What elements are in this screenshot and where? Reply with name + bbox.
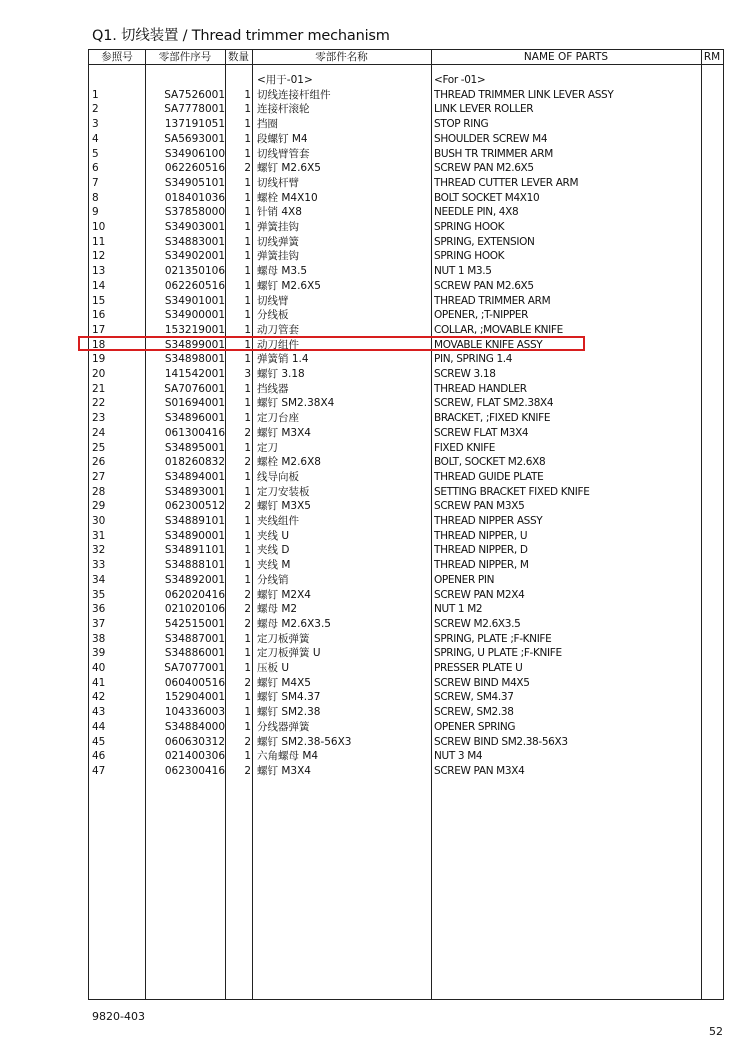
row-quantity: 1: [244, 573, 251, 586]
row-chinese-name: 螺钉 M2.6X5: [257, 162, 321, 175]
row-english-name: PIN, SPRING 1.4: [434, 353, 513, 366]
row-part-number: SA7076001: [164, 382, 225, 395]
row-chinese-name: <用于-01>: [257, 74, 313, 86]
row-chinese-name: 切线臂管套: [257, 147, 310, 160]
table-row: [89, 279, 723, 294]
row-chinese-name: 连接杆滚轮: [257, 103, 310, 116]
row-chinese-name: 螺钉 M3X4: [257, 426, 311, 439]
table-row: [89, 690, 723, 705]
row-english-name: NEEDLE PIN, 4X8: [434, 206, 519, 219]
row-ref-number: 26: [92, 456, 106, 469]
row-ref-number: 28: [92, 485, 106, 498]
table-header: [89, 50, 723, 65]
row-ref-number: 20: [92, 368, 106, 380]
row-quantity: 1: [244, 529, 251, 542]
row-chinese-name: 螺母 M2.6X3.5: [257, 617, 331, 630]
row-chinese-name: 螺母 M2: [257, 603, 298, 616]
row-quantity: 1: [244, 397, 251, 410]
row-part-number: S34889101: [164, 515, 225, 527]
row-quantity: 1: [244, 132, 251, 145]
document-code: 9820-403: [92, 1010, 145, 1023]
table-row: [89, 102, 723, 117]
table-row: [89, 735, 723, 750]
table-row: [89, 749, 723, 764]
row-english-name: THREAD TRIMMER ARM: [434, 294, 551, 307]
row-quantity: 1: [244, 515, 251, 527]
row-quantity: 1: [244, 691, 251, 704]
row-ref-number: 9: [92, 206, 99, 219]
row-english-name: SPRING, PLATE ;F-KNIFE: [434, 632, 552, 645]
row-quantity: 2: [244, 676, 251, 689]
row-ref-number: 45: [92, 735, 106, 748]
row-chinese-name: 夹线 D: [257, 544, 290, 557]
row-ref-number: 33: [92, 559, 106, 572]
row-quantity: 1: [244, 235, 251, 248]
row-quantity: 1: [244, 544, 251, 557]
table-row: [89, 382, 723, 397]
row-quantity: 1: [244, 309, 251, 322]
row-chinese-name: 弹簧挂钩: [257, 250, 299, 263]
row-quantity: 2: [244, 603, 251, 616]
row-quantity: 2: [244, 764, 251, 777]
row-ref-number: 30: [92, 515, 106, 527]
row-part-number: 060630312: [164, 735, 225, 748]
row-english-name: SCREW, FLAT SM2.38X4: [434, 397, 554, 410]
row-quantity: 1: [244, 412, 251, 425]
row-english-name: OPENER SPRING: [434, 720, 516, 733]
header-part-number: 零部件序号: [158, 51, 212, 63]
row-part-number: S34905101: [164, 176, 225, 189]
row-english-name: NUT 1 M2: [434, 603, 483, 616]
row-chinese-name: 线导向板: [257, 470, 299, 483]
row-quantity: 1: [244, 382, 251, 395]
row-ref-number: 12: [92, 250, 106, 263]
table-row: [89, 455, 723, 470]
row-ref-number: 27: [92, 470, 106, 483]
row-chinese-name: 螺钉 M2.6X5: [257, 279, 321, 292]
row-chinese-name: 切线杆臂: [257, 176, 299, 189]
table-row: [89, 573, 723, 588]
row-part-number: 104336003: [164, 706, 225, 719]
row-english-name: THREAD GUIDE PLATE: [434, 470, 544, 483]
row-ref-number: 42: [92, 691, 106, 704]
row-chinese-name: 挡圈: [257, 118, 278, 131]
row-part-number: S34902001: [164, 250, 225, 263]
header-chinese-name: 零部件名称: [315, 51, 368, 63]
row-english-name: LINK LEVER ROLLER: [434, 103, 534, 116]
row-english-name: BOLT SOCKET M4X10: [434, 191, 540, 204]
row-part-number: S34890001: [164, 529, 225, 542]
row-english-name: SCREW FLAT M3X4: [434, 426, 529, 439]
row-ref-number: 15: [92, 294, 106, 307]
table-row: [89, 176, 723, 191]
row-chinese-name: 段螺钉 M4: [257, 132, 308, 145]
row-part-number: S34896001: [164, 412, 225, 425]
row-english-name: OPENER PIN: [434, 573, 495, 586]
table-row: [89, 588, 723, 603]
page-number: 52: [709, 1025, 723, 1038]
page-title: Q1. 切线装置 / Thread trimmer mechanism: [92, 28, 390, 44]
row-chinese-name: 螺母 M3.5: [257, 265, 308, 278]
row-chinese-name: 螺钉 M2X4: [257, 588, 311, 601]
row-part-number: 152904001: [164, 691, 225, 704]
row-part-number: S37858000: [164, 206, 225, 219]
row-part-number: 137191051: [164, 118, 225, 131]
row-ref-number: 5: [92, 147, 99, 160]
row-ref-number: 29: [92, 500, 106, 513]
row-english-name: THREAD NIPPER, M: [434, 559, 529, 572]
row-part-number: S34887001: [164, 632, 225, 645]
parts-table: [88, 49, 724, 1000]
row-chinese-name: 螺钉 M3X5: [257, 500, 311, 513]
row-ref-number: 17: [92, 323, 106, 336]
row-part-number: [149, 73, 225, 88]
row-part-number: S34901001: [164, 294, 225, 307]
row-ref-number: 1: [92, 88, 99, 101]
row-part-number: S34900001: [164, 309, 225, 322]
row-english-name: COLLAR, ;MOVABLE KNIFE: [434, 323, 563, 336]
row-chinese-name: 六角螺母 M4: [257, 750, 319, 763]
row-english-name: SCREW PAN M3X4: [434, 764, 525, 777]
row-quantity: 1: [244, 118, 251, 131]
table-row: [89, 705, 723, 720]
row-english-name: SCREW BIND SM2.38-56X3: [434, 735, 568, 748]
row-part-number: 021350106: [164, 265, 225, 278]
row-english-name: PRESSER PLATE U: [434, 662, 523, 674]
row-chinese-name: 针销 4X8: [257, 206, 302, 219]
row-quantity: 2: [244, 500, 251, 513]
row-chinese-name: 定刀板弹簧 U: [257, 647, 321, 660]
row-ref-number: 43: [92, 706, 106, 719]
row-part-number: S34898001: [164, 353, 225, 366]
row-part-number: S34886001: [164, 647, 225, 660]
row-part-number: 062300512: [164, 500, 225, 513]
row-part-number: S34893001: [164, 485, 225, 498]
row-quantity: 1: [244, 647, 251, 660]
row-quantity: 1: [244, 441, 251, 454]
row-english-name: THREAD TRIMMER LINK LEVER ASSY: [434, 88, 614, 101]
row-ref-number: 8: [92, 191, 99, 204]
row-chinese-name: 分线销: [257, 573, 289, 586]
row-ref-number: 11: [92, 235, 106, 248]
row-english-name: OPENER, ;T-NIPPER: [434, 309, 529, 322]
table-row: [89, 720, 723, 735]
row-part-number: S34891101: [164, 544, 225, 557]
row-quantity: 1: [244, 470, 251, 483]
table-row: [89, 73, 723, 88]
table-row: [89, 441, 723, 456]
row-english-name: SCREW PAN M3X5: [434, 500, 525, 513]
row-quantity: 1: [244, 632, 251, 645]
row-part-number: 061300416: [164, 426, 225, 439]
row-quantity: 1: [244, 706, 251, 719]
table-row: [89, 205, 723, 220]
row-chinese-name: 弹簧销 1.4: [257, 353, 309, 366]
row-chinese-name: 螺钉 SM2.38: [257, 706, 321, 719]
row-english-name: THREAD NIPPER, U: [434, 529, 528, 542]
row-chinese-name: 分线板: [257, 309, 289, 322]
table-row: [89, 632, 723, 647]
table-row: [89, 426, 723, 441]
row-quantity: 1: [244, 720, 251, 733]
row-english-name: NUT 1 M3.5: [434, 265, 492, 278]
row-chinese-name: 定刀台座: [257, 412, 299, 425]
row-ref-number: 39: [92, 647, 106, 660]
row-part-number: SA7778001: [164, 103, 225, 116]
row-part-number: S34903001: [164, 221, 225, 233]
row-part-number: 021020106: [164, 603, 225, 616]
table-row: [89, 132, 723, 147]
row-english-name: SETTING BRACKET FIXED KNIFE: [434, 485, 590, 498]
table-row: [89, 411, 723, 426]
row-part-number: 018401036: [164, 191, 225, 204]
row-part-number: 141542001: [164, 368, 225, 380]
row-quantity: 1: [244, 221, 251, 233]
row-quantity: 1: [244, 750, 251, 763]
row-part-number: 062300416: [164, 764, 225, 777]
row-ref-number: 3: [92, 118, 99, 131]
row-english-name: THREAD CUTTER LEVER ARM: [434, 176, 579, 189]
row-part-number: 060400516: [164, 676, 225, 689]
row-ref-number: 6: [92, 162, 99, 175]
row-ref-number: 35: [92, 588, 106, 601]
row-quantity: 1: [244, 206, 251, 219]
row-part-number: 018260832: [164, 456, 225, 469]
row-ref-number: 10: [92, 221, 106, 233]
row-ref-number: 34: [92, 573, 106, 586]
row-ref-number: 4: [92, 132, 99, 145]
row-quantity: 2: [244, 588, 251, 601]
row-english-name: SCREW BIND M4X5: [434, 676, 530, 689]
row-part-number: SA5693001: [164, 132, 225, 145]
row-ref-number: 13: [92, 265, 106, 278]
row-english-name: BUSH TR TRIMMER ARM: [434, 147, 553, 160]
table-row: [89, 514, 723, 529]
table-row: [89, 367, 723, 382]
row-chinese-name: 夹线 M: [257, 559, 291, 572]
row-chinese-name: 定刀: [257, 441, 278, 454]
table-row: [89, 661, 723, 676]
row-english-name: SPRING, EXTENSION: [434, 235, 535, 248]
row-english-name: SPRING HOOK: [434, 221, 505, 233]
row-quantity: 2: [244, 162, 251, 175]
table-row: [89, 88, 723, 103]
table-row: [89, 499, 723, 514]
table-row: [89, 294, 723, 309]
row-quantity: 2: [244, 426, 251, 439]
row-chinese-name: 动刀管套: [257, 323, 299, 336]
row-ref-number: [92, 73, 147, 88]
row-english-name: <For -01>: [434, 74, 486, 86]
table-row: [89, 308, 723, 323]
row-chinese-name: 夹线组件: [257, 515, 299, 527]
table-row: [89, 220, 723, 235]
table-row: [89, 161, 723, 176]
table-row: [89, 338, 723, 353]
row-quantity: 1: [244, 559, 251, 572]
header-remarks: RM: [703, 51, 721, 63]
row-quantity: 1: [244, 279, 251, 292]
row-english-name: SCREW 3.18: [434, 368, 496, 380]
row-ref-number: 14: [92, 279, 106, 292]
row-chinese-name: 螺栓 M4X10: [257, 191, 318, 204]
row-quantity: 1: [244, 176, 251, 189]
row-chinese-name: 螺钉 M3X4: [257, 764, 311, 777]
row-ref-number: 23: [92, 412, 106, 425]
row-ref-number: 41: [92, 676, 106, 689]
table-row: [89, 264, 723, 279]
row-quantity: 2: [244, 735, 251, 748]
row-english-name: SHOULDER SCREW M4: [434, 132, 548, 145]
row-english-name: SPRING HOOK: [434, 250, 505, 263]
row-english-name: BRACKET, ;FIXED KNIFE: [434, 412, 551, 425]
table-row: [89, 235, 723, 250]
row-chinese-name: 定刀板弹簧: [257, 632, 310, 645]
row-english-name: FIXED KNIFE: [434, 441, 496, 454]
row-english-name: THREAD NIPPER ASSY: [434, 515, 543, 527]
row-quantity: 1: [244, 265, 251, 278]
table-row: [89, 602, 723, 617]
row-part-number: 062020416: [164, 588, 225, 601]
row-chinese-name: 螺栓 M2.6X8: [257, 456, 321, 469]
row-chinese-name: 切线臂: [257, 294, 289, 307]
table-row: [89, 646, 723, 661]
row-chinese-name: 螺钉 SM4.37: [257, 691, 321, 704]
row-ref-number: 2: [92, 103, 99, 116]
row-chinese-name: 弹簧挂钩: [257, 221, 299, 233]
row-part-number: S01694001: [164, 397, 225, 410]
row-english-name: BOLT, SOCKET M2.6X8: [434, 456, 546, 469]
row-ref-number: 37: [92, 617, 106, 630]
row-part-number: 062260516: [164, 162, 225, 175]
row-quantity: 1: [244, 353, 251, 366]
row-part-number: 062260516: [164, 279, 225, 292]
row-english-name: SCREW PAN M2X4: [434, 588, 525, 601]
row-ref-number: 19: [92, 353, 106, 366]
row-chinese-name: 夹线 U: [257, 529, 290, 542]
row-chinese-name: 螺钉 SM2.38X4: [257, 397, 335, 410]
row-chinese-name: 动刀组件: [257, 338, 299, 351]
row-chinese-name: 压板 U: [257, 662, 290, 674]
row-english-name: SCREW, SM2.38: [434, 706, 514, 719]
row-chinese-name: 螺钉 M4X5: [257, 676, 311, 689]
row-quantity: 1: [244, 103, 251, 116]
row-ref-number: 38: [92, 632, 106, 645]
row-quantity: 1: [244, 323, 251, 336]
row-english-name: SCREW, SM4.37: [434, 691, 514, 704]
row-quantity: 1: [244, 294, 251, 307]
table-row: [89, 147, 723, 162]
table-row: [89, 191, 723, 206]
row-chinese-name: 切线弹簧: [257, 235, 299, 248]
row-chinese-name: 螺钉 3.18: [257, 368, 305, 380]
table-row: [89, 485, 723, 500]
row-ref-number: 16: [92, 309, 106, 322]
row-ref-number: 18: [92, 338, 106, 351]
row-english-name: THREAD NIPPER, D: [434, 544, 528, 557]
row-english-name: SCREW PAN M2.6X5: [434, 279, 534, 292]
row-english-name: STOP RING: [434, 118, 489, 131]
row-part-number: SA7077001: [164, 662, 225, 674]
row-english-name: SCREW M2.6X3.5: [434, 617, 521, 630]
row-part-number: 542515001: [164, 617, 225, 630]
table-row: [89, 676, 723, 691]
row-part-number: SA7526001: [164, 88, 225, 101]
table-row: [89, 396, 723, 411]
row-part-number: S34884000: [164, 720, 225, 733]
row-part-number: S34899001: [164, 338, 225, 351]
row-part-number: S34892001: [164, 573, 225, 586]
row-quantity: 1: [244, 88, 251, 101]
row-chinese-name: 分线器弹簧: [257, 720, 310, 733]
row-ref-number: 46: [92, 750, 106, 763]
header-quantity: 数量: [228, 51, 249, 63]
table-row: [89, 117, 723, 132]
row-part-number: S34888101: [164, 559, 225, 572]
row-part-number: S34906100: [164, 147, 225, 160]
table-row: [89, 529, 723, 544]
row-english-name: SPRING, U PLATE ;F-KNIFE: [434, 647, 562, 660]
row-chinese-name: 挡线器: [257, 382, 289, 395]
row-english-name: NUT 3 M4: [434, 750, 483, 763]
row-quantity: 3: [244, 368, 251, 380]
row-ref-number: 24: [92, 426, 106, 439]
row-ref-number: 47: [92, 764, 106, 777]
row-ref-number: 25: [92, 441, 106, 454]
table-row: [89, 470, 723, 485]
row-ref-number: 44: [92, 720, 106, 733]
row-english-name: SCREW PAN M2.6X5: [434, 162, 534, 175]
table-row: [89, 323, 723, 338]
row-english-name: THREAD HANDLER: [434, 382, 527, 395]
row-part-number: S34895001: [164, 441, 225, 454]
row-english-name: MOVABLE KNIFE ASSY: [434, 338, 543, 351]
row-part-number: S34894001: [164, 470, 225, 483]
row-ref-number: 21: [92, 382, 106, 395]
row-ref-number: 31: [92, 529, 106, 542]
row-quantity: 1: [244, 662, 251, 674]
row-quantity: 1: [244, 147, 251, 160]
table-row: [89, 558, 723, 573]
row-quantity: 2: [244, 456, 251, 469]
row-ref-number: 7: [92, 176, 99, 189]
row-chinese-name: 螺钉 SM2.38-56X3: [257, 735, 352, 748]
row-ref-number: 40: [92, 662, 106, 674]
table-row: [89, 352, 723, 367]
row-quantity: 2: [244, 617, 251, 630]
row-quantity: 1: [244, 338, 251, 351]
row-ref-number: 36: [92, 603, 106, 616]
row-ref-number: 22: [92, 397, 106, 410]
row-chinese-name: 切线连接杆组件: [257, 88, 331, 101]
table-row: [89, 543, 723, 558]
table-row: [89, 249, 723, 264]
row-part-number: 153219001: [164, 323, 225, 336]
row-part-number: 021400306: [164, 750, 225, 763]
row-ref-number: 32: [92, 544, 106, 557]
header-english-name: NAME OF PARTS: [523, 51, 609, 63]
row-quantity: 1: [244, 191, 251, 204]
row-quantity: 1: [244, 250, 251, 263]
row-quantity: 1: [244, 485, 251, 498]
header-ref-number: 参照号: [101, 51, 133, 63]
table-row: [89, 617, 723, 632]
table-row: [89, 764, 723, 779]
row-quantity: [227, 73, 251, 88]
row-chinese-name: 定刀安装板: [257, 485, 310, 498]
row-part-number: S34883001: [164, 235, 225, 248]
